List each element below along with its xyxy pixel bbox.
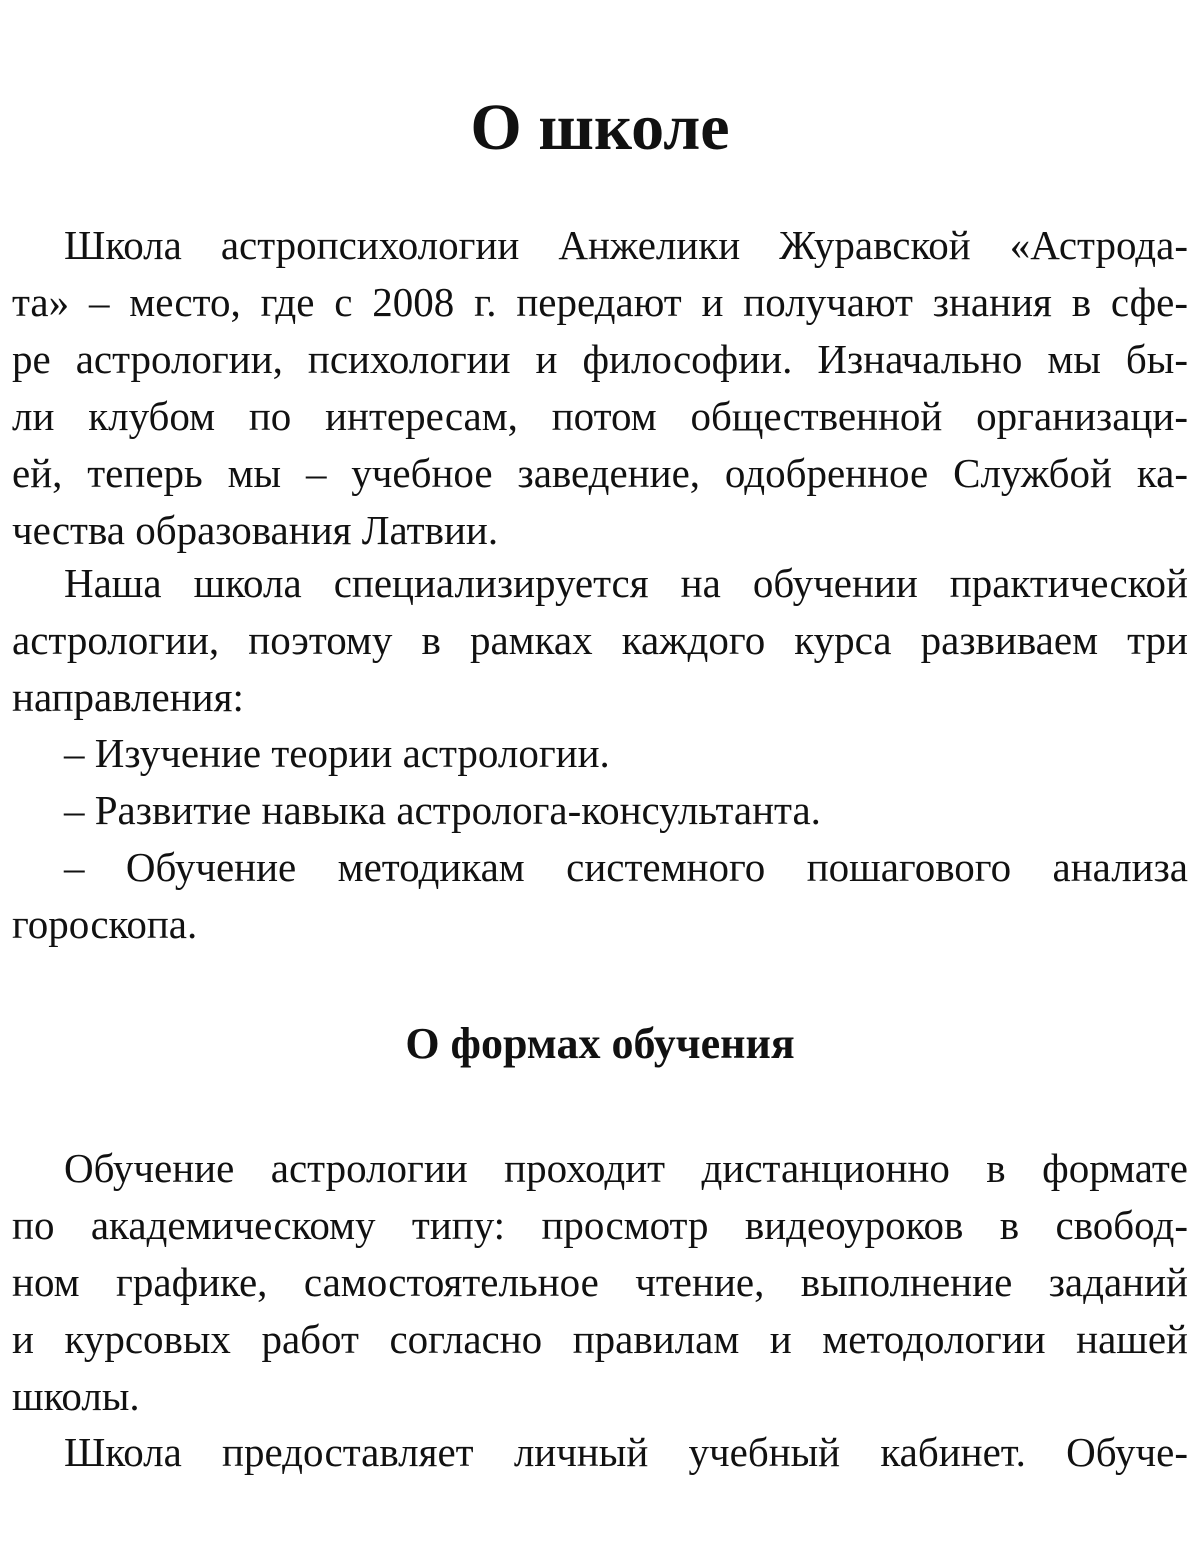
list-item-continuation: гороскопа. <box>12 901 198 947</box>
paragraph-school-intro <box>12 217 1188 559</box>
text-line: школы. <box>12 1373 140 1419</box>
list-item: – Развитие навыка астролога-консультанта. <box>64 787 821 833</box>
text-line: направления: <box>12 674 244 720</box>
text-line: по академическому типу: просмотр видеоуроков в свобод- <box>12 1202 1188 1248</box>
text-line: Обучение астрологии проходит дистанционно в формате <box>64 1145 1188 1191</box>
text-line: ей, теперь мы – учебное заведение, одобренное Службой ка- <box>12 450 1188 496</box>
text-line: ре астрологии, психологии и философии. Изначально мы бы- <box>12 336 1188 382</box>
list-item: – Изучение теории астрологии. <box>64 730 610 776</box>
section-title-forms-of-study: О формах обучения <box>405 1019 795 1068</box>
paragraph-specialization <box>12 555 1188 726</box>
text-line: Наша школа специализируется на обучении практической <box>64 560 1188 606</box>
section-title-about-school: О школе <box>470 91 730 164</box>
text-line: Школа предоставляет личный учебный кабинет. Обуче- <box>64 1429 1188 1475</box>
text-line: и курсовых работ согласно правилам и методологии нашей <box>12 1316 1188 1362</box>
text-line: ли клубом по интересам, потом общественной организаци- <box>12 393 1188 439</box>
text-line: астрологии, поэтому в рамках каждого курса развиваем три <box>12 617 1188 663</box>
list-item: – Обучение методикам системного пошагового анализа <box>64 844 1188 890</box>
text-line: Школа астропсихологии Анжелики Журавской «Астрода- <box>64 222 1188 268</box>
directions-list <box>12 725 1188 953</box>
text-line: та» – место, где с 2008 г. передают и получают знания в сфе- <box>12 279 1188 325</box>
text-line: чества образования Латвии. <box>12 507 499 553</box>
paragraph-personal-cabinet <box>12 1424 1188 1481</box>
text-line: ном графике, самостоятельное чтение, выполнение заданий <box>12 1259 1188 1305</box>
paragraph-distance-learning <box>12 1140 1188 1425</box>
